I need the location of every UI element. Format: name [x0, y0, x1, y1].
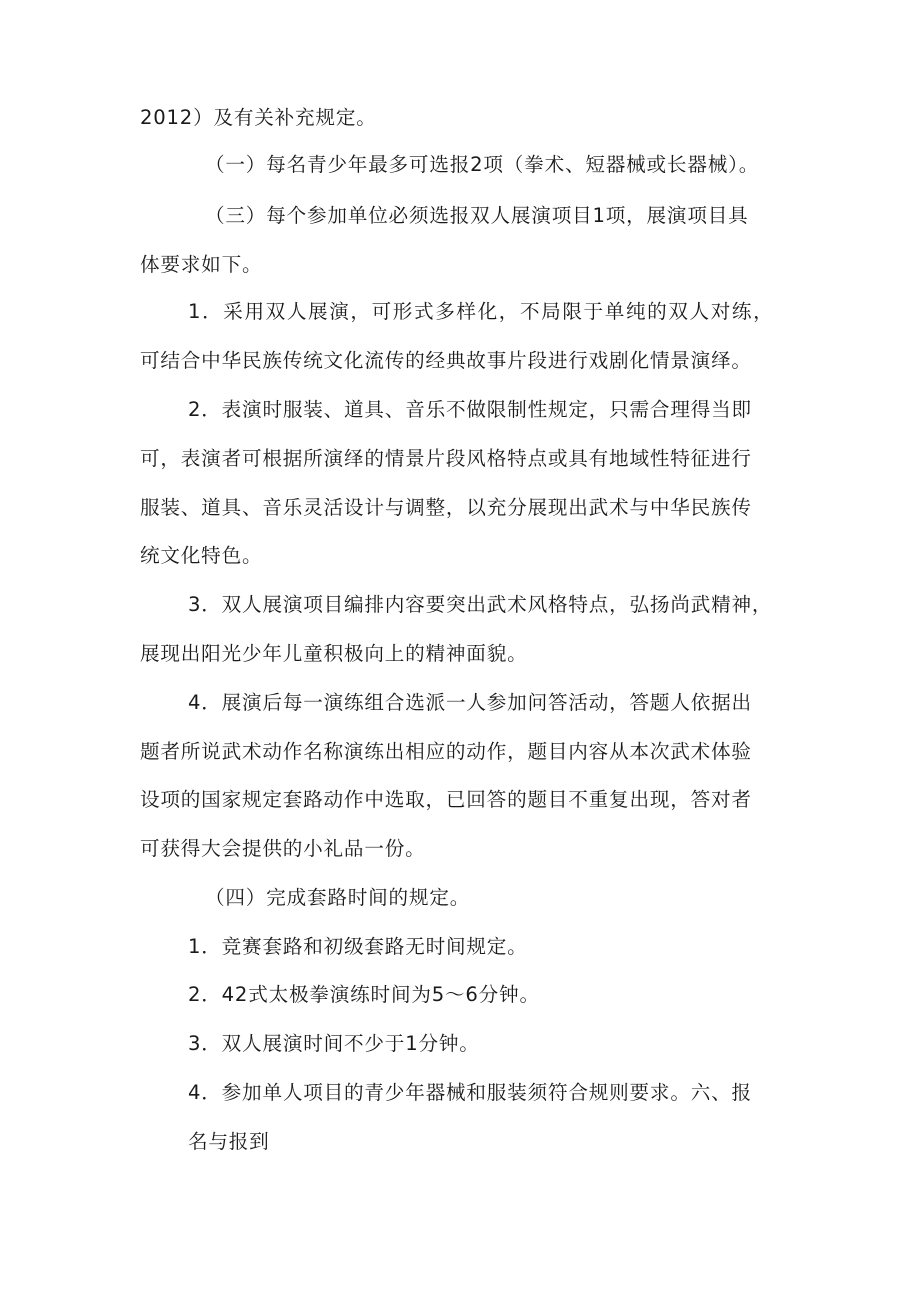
- text-line-6: 可结合中华民族传统文化流传的经典故事片段进行戏剧化情景演绎。: [140, 349, 752, 372]
- text-line-10: 统文化特色。: [140, 544, 263, 567]
- text-line-20: 3．双人展演时间不少于1分钟。: [188, 1032, 480, 1055]
- text-line-18: 1．竞赛套路和初级套路无时间规定。: [188, 935, 528, 958]
- text-line-17: （四）完成套路时间的规定。: [205, 886, 471, 909]
- text-line-16: 可获得大会提供的小礼品一份。: [140, 837, 426, 860]
- text-line-9: 服装、道具、音乐灵活设计与调整，以充分展现出武术与中华民族传: [140, 496, 752, 519]
- text-line-1: 2012）及有关补充规定。: [140, 106, 377, 129]
- text-line-12: 展现出阳光少年儿童积极向上的精神面貌。: [140, 642, 528, 665]
- text-line-22: 名与报到: [188, 1130, 270, 1153]
- text-line-2: （一）每名青少年最多可选报2项（拳术、短器械或长器械）。: [205, 153, 760, 176]
- text-line-13: 4．展演后每一演练组合选派一人参加问答活动，答题人依据出: [188, 691, 752, 714]
- text-line-11: 3．双人展演项目编排内容要突出武术风格特点，弘扬尚武精神，: [188, 593, 773, 616]
- text-line-4: 体要求如下。: [140, 253, 263, 276]
- text-line-3: （三）每个参加单位必须选报双人展演项目1项，展演项目具: [205, 204, 749, 227]
- text-line-7: 2．表演时服装、道具、音乐不做限制性规定，只需合理得当即: [188, 398, 752, 421]
- text-line-19: 2．42式太极拳演练时间为5～6分钟。: [188, 983, 540, 1006]
- text-line-14: 题者所说武术动作名称演练出相应的动作，题目内容从本次武术体验: [140, 740, 752, 763]
- text-line-5: 1．采用双人展演，可形式多样化，不局限于单纯的双人对练，: [188, 300, 775, 323]
- text-line-15: 设项的国家规定套路动作中选取，已回答的题目不重复出现，答对者: [140, 788, 752, 811]
- text-line-8: 可，表演者可根据所演绎的情景片段风格特点或具有地域性特征进行: [140, 447, 752, 470]
- text-line-21: 4．参加单人项目的青少年器械和服装须符合规则要求。六、报: [188, 1081, 752, 1104]
